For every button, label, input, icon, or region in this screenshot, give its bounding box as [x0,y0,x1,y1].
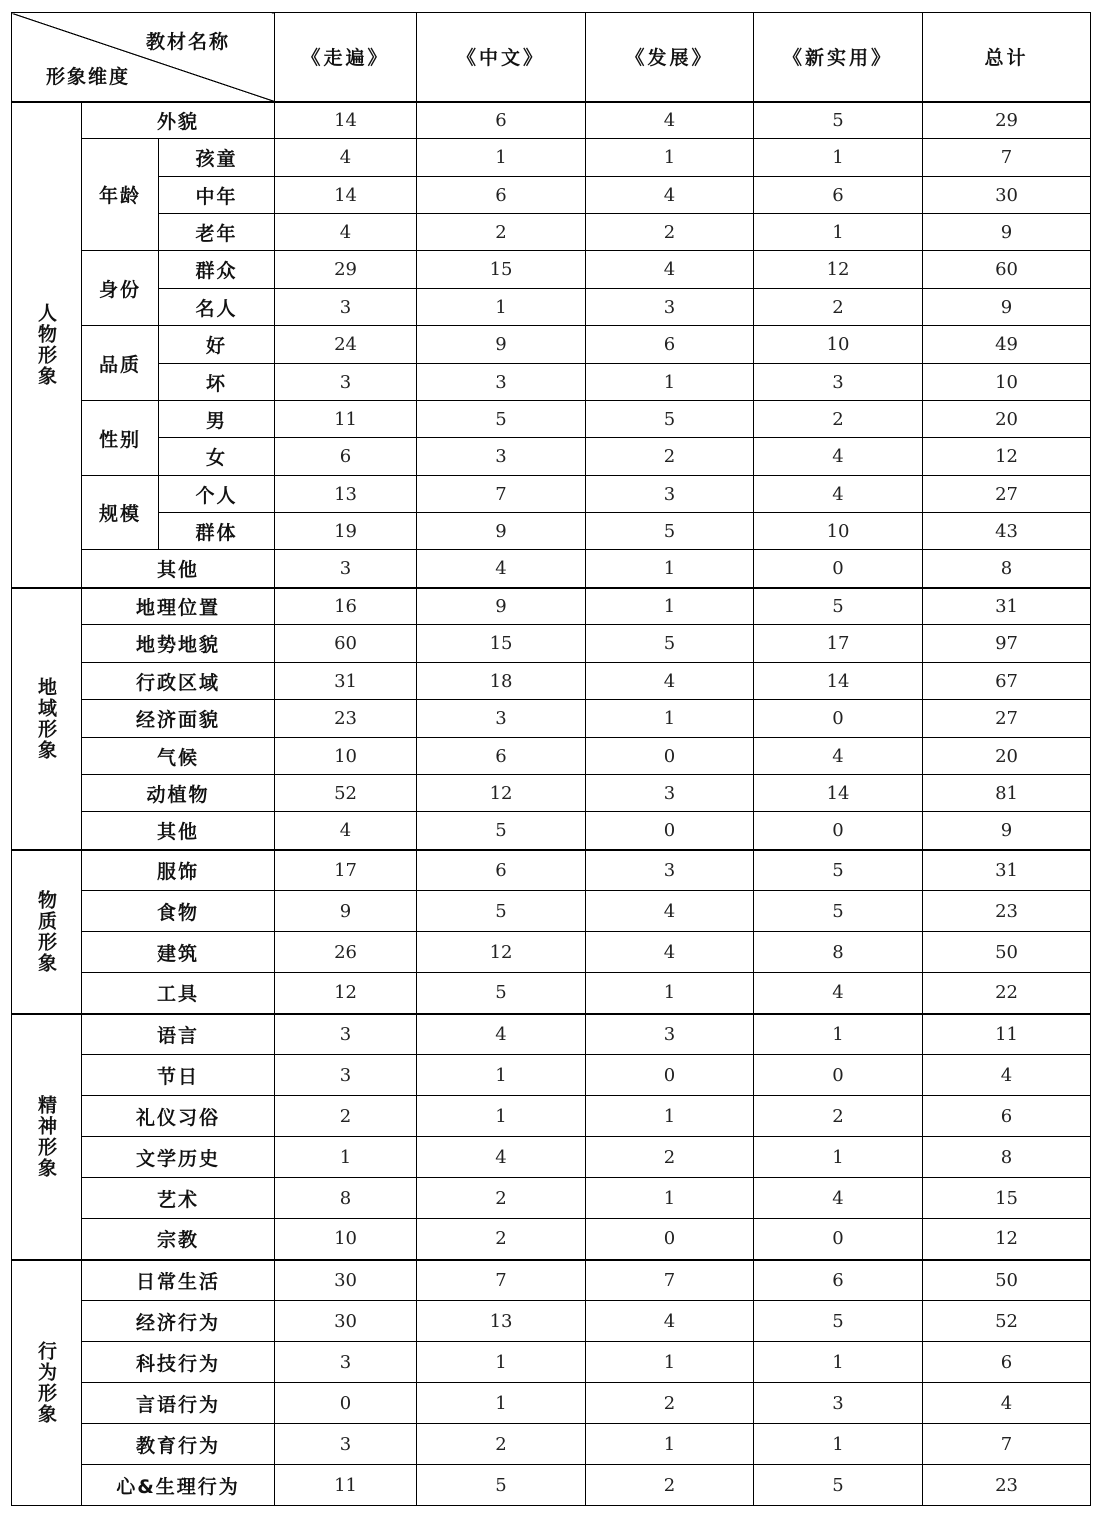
value-cell: 0 [754,700,923,738]
value-cell: 12 [923,1219,1091,1260]
row-label: 服饰 [82,850,275,891]
value-cell: 2 [417,1424,586,1465]
value-cell: 1 [417,1055,586,1096]
value-cell: 0 [586,812,754,850]
value-cell: 2 [586,1465,754,1506]
row-label: 语言 [82,1014,275,1055]
value-cell: 60 [923,251,1091,289]
table-row [12,401,1091,438]
subgroup-label: 性别 [82,401,159,476]
table-row [12,326,1091,364]
value-cell: 30 [923,177,1091,214]
value-cell: 3 [754,364,923,401]
value-cell: 1 [417,1096,586,1137]
table-row [12,139,1091,177]
subgroup-label: 规模 [82,476,159,550]
value-cell: 3 [417,700,586,738]
value-cell: 22 [923,973,1091,1014]
value-cell: 14 [754,663,923,700]
row-label: 老年 [159,214,275,251]
column-header: 《发展》 [586,13,754,102]
row-label: 中年 [159,177,275,214]
table-row [12,364,1091,401]
value-cell: 9 [417,326,586,364]
value-cell: 3 [275,364,417,401]
data-table [11,12,1091,1506]
value-cell: 8 [275,1178,417,1219]
value-cell: 6 [417,738,586,775]
table-row [12,251,1091,289]
value-cell: 1 [754,1014,923,1055]
value-cell: 24 [275,326,417,364]
row-label: 艺术 [82,1178,275,1219]
category-label: 物质形象 [12,850,82,1014]
value-cell: 2 [754,1096,923,1137]
value-cell: 15 [923,1178,1091,1219]
value-cell: 3 [417,364,586,401]
header-row [12,13,1091,102]
value-cell: 30 [275,1260,417,1301]
value-cell: 4 [586,251,754,289]
value-cell: 3 [275,1014,417,1055]
value-cell: 9 [417,513,586,550]
value-cell: 3 [586,850,754,891]
value-cell: 1 [754,1342,923,1383]
value-cell: 0 [586,738,754,775]
value-cell: 16 [275,588,417,625]
row-label: 节日 [82,1055,275,1096]
table-row [12,1219,1091,1260]
value-cell: 1 [586,1178,754,1219]
table-row [12,102,1091,139]
table-row [12,1342,1091,1383]
value-cell: 14 [275,177,417,214]
value-cell: 4 [586,663,754,700]
row-label: 行政区域 [82,663,275,700]
row-label: 心&生理行为 [82,1465,275,1506]
value-cell: 10 [754,326,923,364]
row-label: 建筑 [82,932,275,973]
value-cell: 30 [275,1301,417,1342]
value-cell: 4 [417,1137,586,1178]
value-cell: 3 [275,1055,417,1096]
value-cell: 4 [275,139,417,177]
value-cell: 1 [754,1137,923,1178]
table-row [12,1424,1091,1465]
value-cell: 2 [417,1219,586,1260]
value-cell: 50 [923,1260,1091,1301]
row-label: 群众 [159,251,275,289]
table-row [12,1137,1091,1178]
value-cell: 13 [417,1301,586,1342]
column-header: 《走遍》 [275,13,417,102]
table-row [12,812,1091,850]
value-cell: 1 [586,364,754,401]
value-cell: 29 [923,102,1091,139]
value-cell: 3 [586,775,754,812]
table-row [12,177,1091,214]
value-cell: 17 [275,850,417,891]
value-cell: 52 [923,1301,1091,1342]
category-label: 地域形象 [12,588,82,850]
value-cell: 29 [275,251,417,289]
value-cell: 12 [923,438,1091,476]
value-cell: 50 [923,932,1091,973]
value-cell: 1 [417,1342,586,1383]
value-cell: 8 [923,1137,1091,1178]
value-cell: 4 [417,1014,586,1055]
subgroup-label: 身份 [82,251,159,326]
table-row [12,850,1091,891]
value-cell: 9 [923,812,1091,850]
value-cell: 11 [923,1014,1091,1055]
value-cell: 27 [923,476,1091,513]
value-cell: 4 [586,891,754,932]
row-label: 好 [159,326,275,364]
value-cell: 7 [923,139,1091,177]
row-label: 教育行为 [82,1424,275,1465]
value-cell: 10 [275,738,417,775]
corner-header-cell [12,13,275,102]
value-cell: 3 [586,1014,754,1055]
value-cell: 3 [275,289,417,326]
table-row [12,973,1091,1014]
value-cell: 2 [754,401,923,438]
value-cell: 1 [417,289,586,326]
value-cell: 12 [417,775,586,812]
value-cell: 81 [923,775,1091,812]
value-cell: 1 [586,550,754,588]
value-cell: 6 [417,102,586,139]
row-label: 女 [159,438,275,476]
value-cell: 18 [417,663,586,700]
table-row [12,738,1091,775]
value-cell: 2 [754,289,923,326]
value-cell: 23 [275,700,417,738]
value-cell: 5 [754,1301,923,1342]
value-cell: 4 [754,1178,923,1219]
column-header: 《新实用》 [754,13,923,102]
value-cell: 31 [923,850,1091,891]
value-cell: 12 [275,973,417,1014]
value-cell: 4 [923,1055,1091,1096]
value-cell: 43 [923,513,1091,550]
value-cell: 0 [754,550,923,588]
value-cell: 4 [754,738,923,775]
value-cell: 2 [586,438,754,476]
value-cell: 13 [275,476,417,513]
row-label: 气候 [82,738,275,775]
value-cell: 5 [586,513,754,550]
value-cell: 7 [586,1260,754,1301]
row-label: 群体 [159,513,275,550]
row-label: 科技行为 [82,1342,275,1383]
value-cell: 8 [754,932,923,973]
value-cell: 1 [586,588,754,625]
value-cell: 6 [417,850,586,891]
value-cell: 4 [754,438,923,476]
table-row [12,775,1091,812]
value-cell: 15 [417,251,586,289]
value-cell: 5 [586,625,754,663]
value-cell: 1 [275,1137,417,1178]
value-cell: 1 [586,700,754,738]
value-cell: 1 [586,139,754,177]
value-cell: 1 [417,139,586,177]
value-cell: 1 [754,214,923,251]
value-cell: 5 [754,850,923,891]
value-cell: 1 [586,1096,754,1137]
row-label: 地理位置 [82,588,275,625]
value-cell: 20 [923,401,1091,438]
value-cell: 0 [586,1055,754,1096]
value-cell: 4 [275,812,417,850]
value-cell: 10 [923,364,1091,401]
category-label: 行为形象 [12,1260,82,1506]
value-cell: 4 [586,177,754,214]
value-cell: 9 [923,289,1091,326]
value-cell: 3 [275,1424,417,1465]
value-cell: 7 [417,476,586,513]
table-row [12,1465,1091,1506]
value-cell: 3 [586,289,754,326]
value-cell: 10 [754,513,923,550]
value-cell: 1 [754,1424,923,1465]
value-cell: 1 [586,1342,754,1383]
image-dimension-header: 形象维度 [46,65,131,88]
value-cell: 4 [586,932,754,973]
row-label: 动植物 [82,775,275,812]
value-cell: 27 [923,700,1091,738]
row-label: 文学历史 [82,1137,275,1178]
value-cell: 12 [417,932,586,973]
row-label: 食物 [82,891,275,932]
table-row [12,1055,1091,1096]
value-cell: 1 [586,973,754,1014]
table-row [12,932,1091,973]
value-cell: 7 [417,1260,586,1301]
value-cell: 6 [417,177,586,214]
value-cell: 5 [754,588,923,625]
value-cell: 2 [275,1096,417,1137]
table-row [12,663,1091,700]
value-cell: 23 [923,1465,1091,1506]
value-cell: 97 [923,625,1091,663]
value-cell: 4 [417,550,586,588]
value-cell: 0 [275,1383,417,1424]
textbook-name-header: 教材名称 [146,31,231,53]
value-cell: 0 [754,812,923,850]
value-cell: 3 [586,476,754,513]
table-row [12,1383,1091,1424]
value-cell: 11 [275,1465,417,1506]
value-cell: 26 [275,932,417,973]
value-cell: 8 [923,550,1091,588]
value-cell: 20 [923,738,1091,775]
value-cell: 1 [417,1383,586,1424]
value-cell: 19 [275,513,417,550]
value-cell: 1 [586,1424,754,1465]
category-label: 精神形象 [12,1014,82,1260]
row-label: 外貌 [82,102,275,139]
row-label: 礼仪习俗 [82,1096,275,1137]
table-row [12,588,1091,625]
subgroup-label: 年龄 [82,139,159,251]
row-label: 日常生活 [82,1260,275,1301]
row-label: 地势地貌 [82,625,275,663]
category-label: 人物形象 [12,102,82,588]
row-label: 经济行为 [82,1301,275,1342]
row-label: 其他 [82,812,275,850]
value-cell: 5 [417,401,586,438]
table-row [12,550,1091,588]
table-row [12,891,1091,932]
row-label: 宗教 [82,1219,275,1260]
value-cell: 6 [586,326,754,364]
column-header: 总计 [923,13,1091,102]
value-cell: 5 [754,1465,923,1506]
value-cell: 6 [754,1260,923,1301]
value-cell: 4 [754,973,923,1014]
subgroup-label: 品质 [82,326,159,401]
value-cell: 4 [923,1383,1091,1424]
value-cell: 67 [923,663,1091,700]
value-cell: 5 [417,1465,586,1506]
value-cell: 31 [923,588,1091,625]
value-cell: 0 [754,1219,923,1260]
value-cell: 5 [586,401,754,438]
row-label: 言语行为 [82,1383,275,1424]
row-label: 坏 [159,364,275,401]
value-cell: 1 [754,139,923,177]
value-cell: 10 [275,1219,417,1260]
value-cell: 5 [417,891,586,932]
table-row [12,1096,1091,1137]
value-cell: 14 [754,775,923,812]
value-cell: 2 [417,1178,586,1219]
table-row [12,625,1091,663]
table-row [12,1301,1091,1342]
value-cell: 4 [275,214,417,251]
value-cell: 5 [417,973,586,1014]
value-cell: 14 [275,102,417,139]
value-cell: 6 [275,438,417,476]
value-cell: 6 [923,1096,1091,1137]
table-row [12,214,1091,251]
value-cell: 3 [275,1342,417,1383]
column-header: 《中文》 [417,13,586,102]
value-cell: 2 [417,214,586,251]
value-cell: 2 [586,1383,754,1424]
value-cell: 4 [754,476,923,513]
table-row [12,513,1091,550]
table-row [12,1260,1091,1301]
table-row [12,476,1091,513]
value-cell: 3 [417,438,586,476]
row-label: 其他 [82,550,275,588]
value-cell: 0 [754,1055,923,1096]
value-cell: 23 [923,891,1091,932]
value-cell: 15 [417,625,586,663]
table-row [12,438,1091,476]
value-cell: 0 [586,1219,754,1260]
value-cell: 31 [275,663,417,700]
value-cell: 9 [417,588,586,625]
value-cell: 49 [923,326,1091,364]
row-label: 名人 [159,289,275,326]
value-cell: 5 [754,891,923,932]
value-cell: 3 [275,550,417,588]
value-cell: 2 [586,1137,754,1178]
value-cell: 7 [923,1424,1091,1465]
value-cell: 12 [754,251,923,289]
value-cell: 4 [586,102,754,139]
row-label: 工具 [82,973,275,1014]
row-label: 个人 [159,476,275,513]
table-row [12,1178,1091,1219]
table-row [12,289,1091,326]
value-cell: 3 [754,1383,923,1424]
value-cell: 52 [275,775,417,812]
value-cell: 11 [275,401,417,438]
row-label: 孩童 [159,139,275,177]
row-label: 男 [159,401,275,438]
value-cell: 60 [275,625,417,663]
table-row [12,1014,1091,1055]
value-cell: 17 [754,625,923,663]
value-cell: 5 [417,812,586,850]
value-cell: 2 [586,214,754,251]
value-cell: 6 [754,177,923,214]
row-label: 经济面貌 [82,700,275,738]
value-cell: 9 [923,214,1091,251]
value-cell: 6 [923,1342,1091,1383]
value-cell: 5 [754,102,923,139]
value-cell: 9 [275,891,417,932]
value-cell: 4 [586,1301,754,1342]
table-row [12,700,1091,738]
